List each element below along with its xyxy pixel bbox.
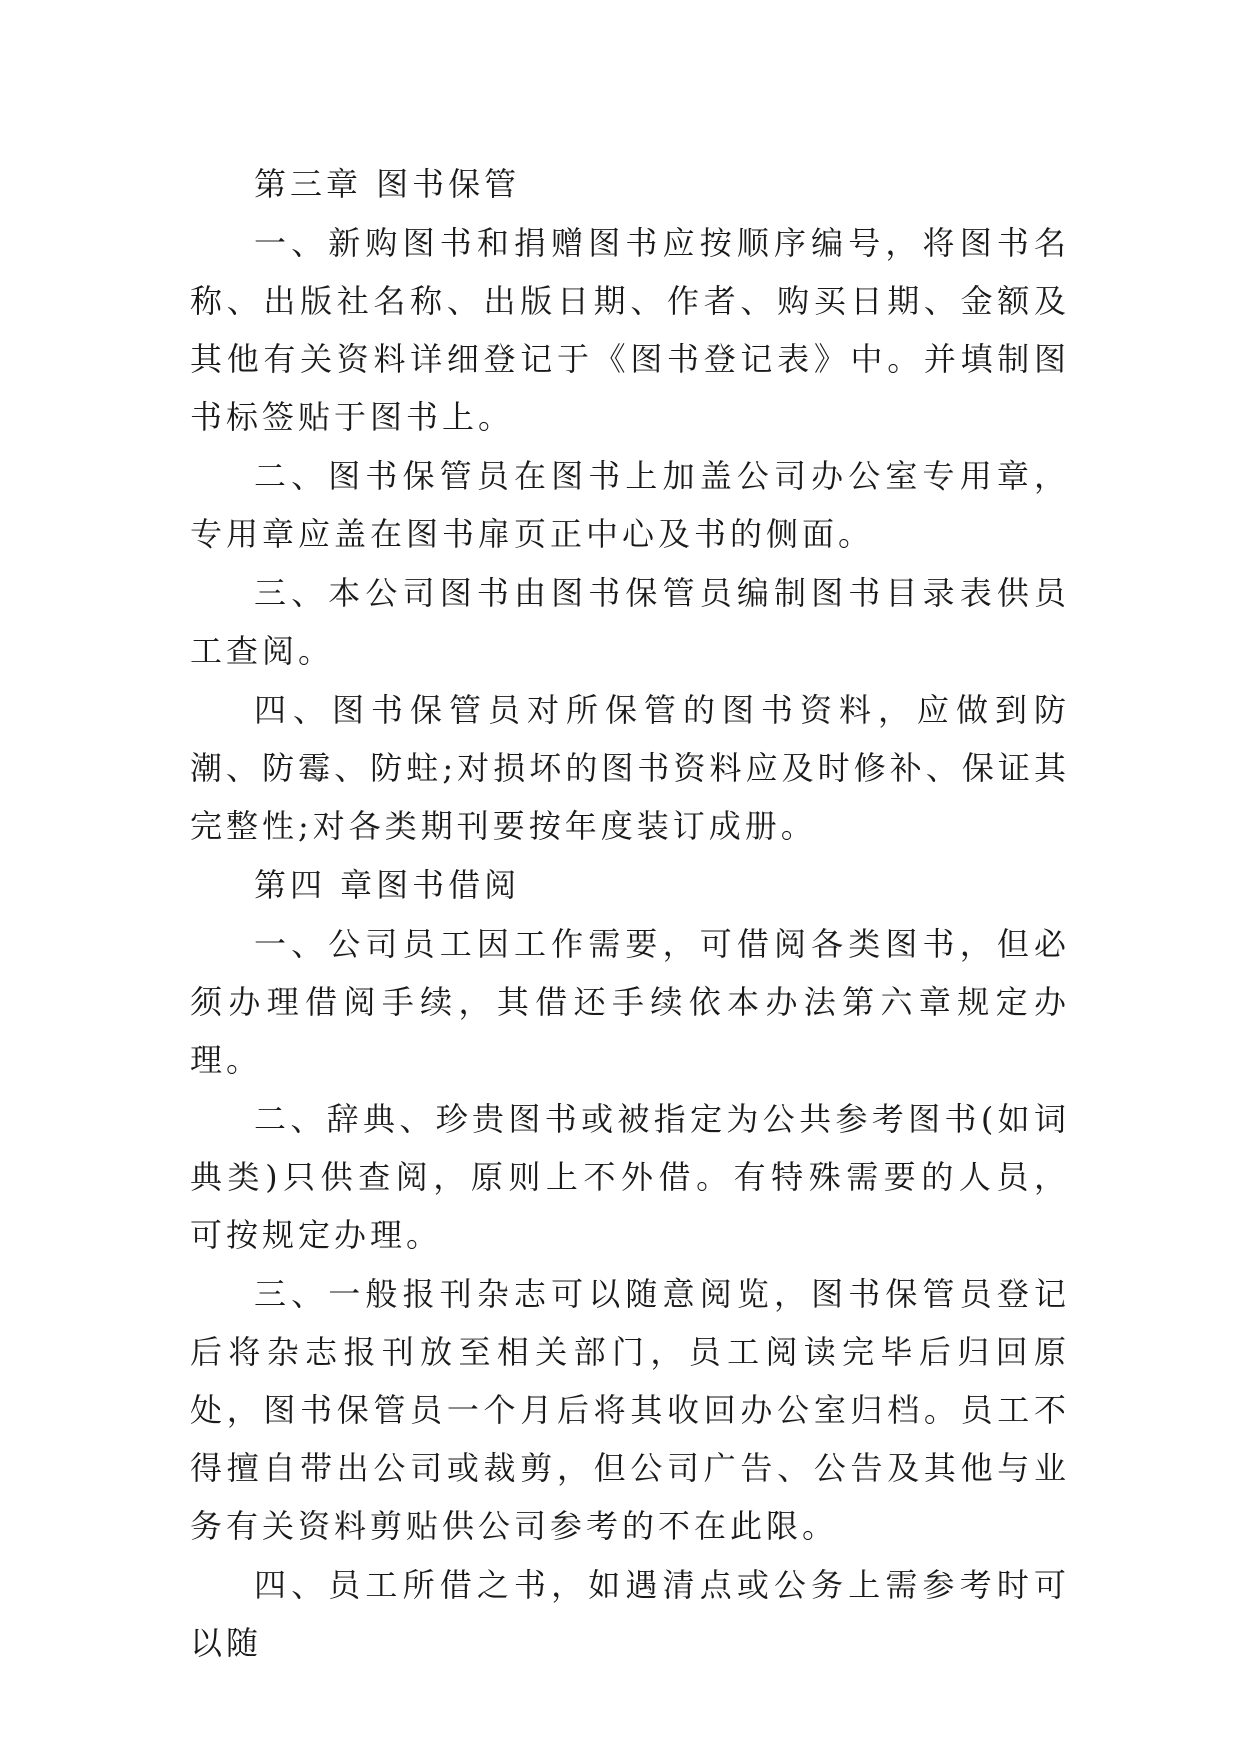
chapter-4-paragraph-1: 一、公司员工因工作需要，可借阅各类图书，但必须办理借阅手续，其借还手续依本办法第六章规定办理。 — [190, 925, 1070, 1079]
chapter-4-title: 第四 章图书借阅 — [254, 866, 521, 904]
chapter-4-paragraph-3: 三、一般报刊杂志可以随意阅览，图书保管员登记后将杂志报刊放至相关部门，员工阅读完毕后归回原处，图书保管员一个月后将其收回办公室归档。员工不得擅自带出公司或裁剪，但公司广告、公告及其他与业务有关资料剪贴供公司参考的不在此限。 — [190, 1275, 1070, 1545]
chapter-4-paragraph-2: 二、辞典、珍贵图书或被指定为公共参考图书(如词典类)只供查阅，原则上不外借。有特殊需要的人员，可按规定办理。 — [190, 1100, 1070, 1254]
chapter-3-paragraph-4: 四、图书保管员对所保管的图书资料，应做到防潮、防霉、防蛀;对损坏的图书资料应及时修补、保证其完整性;对各类期刊要按年度装订成册。 — [190, 691, 1070, 845]
chapter-3-paragraph-1: 一、新购图书和捐赠图书应按顺序编号，将图书名称、出版社名称、出版日期、作者、购买日期、金额及其他有关资料详细登记于《图书登记表》中。并填制图书标签贴于图书上。 — [190, 224, 1070, 436]
chapter-4-paragraph-4: 四、员工所借之书，如遇清点或公务上需参考时可以随 — [190, 1566, 1070, 1662]
chapter-3-paragraph-3: 三、本公司图书由图书保管员编制图书目录表供员工查阅。 — [190, 574, 1070, 670]
chapter-3-title: 第三章 图书保管 — [254, 165, 521, 203]
document-body — [190, 155, 1070, 1673]
chapter-3-paragraph-2: 二、图书保管员在图书上加盖公司办公室专用章，专用章应盖在图书扉页正中心及书的侧面。 — [190, 457, 1070, 553]
